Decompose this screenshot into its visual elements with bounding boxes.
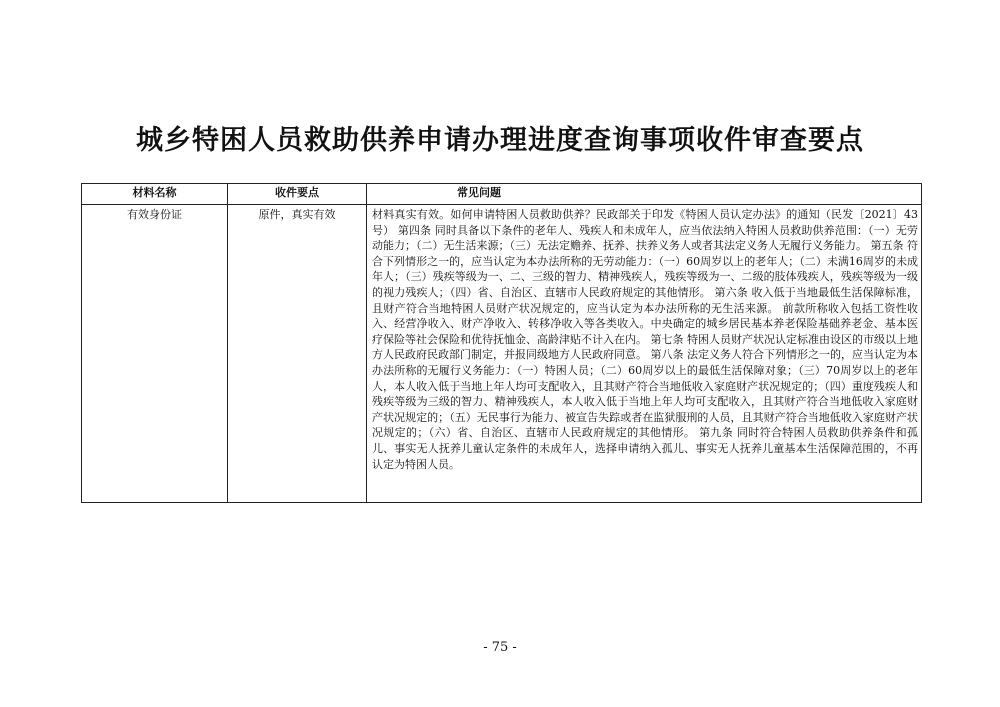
- header-material-name: 材料名称: [82, 184, 228, 205]
- table-row: [82, 205, 922, 503]
- cell-material-name: 有效身份证: [82, 205, 228, 503]
- table-header-row: [82, 184, 922, 205]
- document-title: 城乡特困人员救助供养申请办理进度查询事项收件审查要点: [136, 125, 864, 156]
- header-key-points: 收件要点: [228, 184, 367, 205]
- cell-faq: 材料真实有效。如何申请特困人员救助供养？民政部关于印发《特困人员认定办法》的通知（民发〔2021〕43号） 第四条 同时具备以下条件的老年人、残疾人和未成年人，应当依法纳入特困人员救助供养范围：（一）无劳动能力；（二）无生活来源；（三）无法定赡养、抚养、扶养义务人或者其法定义务人无履行义务能力。 第五条 符合下列情形之一的，应当认定为本办法所称的无劳动能力：（一）60周岁以上的老年人；（二）未满16周岁的未成年人；（三）残疾等级为一、二、三级的智力、精神残疾人，残疾等级为一、二级的肢体残疾人，残疾等级为一级的视力残疾人；（四）省、自治区、直辖市人民政府规定的其他情形。 第六条 收入低于当地最低生活保障标准，且财产符合当地特困人员财产状况规定的，应当认定为本办法所称的无生活来源。 前款所称收入包括工资性收入、经营净收入、财产净收入、转移净收入等各类收入。中央确定的城乡居民基本养老保险基础养老金、基本医疗保险等社会保险和优待抚恤金、高龄津贴不计入在内。 第七条 特困人员财产状况认定标准由设区的市级以上地方人民政府民政部门制定，并报同级地方人民政府同意。 第八条 法定义务人符合下列情形之一的，应当认定为本办法所称的无履行义务能力：（一）特困人员；（二）60周岁以上的最低生活保障对象；（三）70周岁以上的老年人，本人收入低于当地上年人均可支配收入，且其财产符合当地低收入家庭财产状况规定的；（四）重度残疾人和残疾等级为三级的智力、精神残疾人，本人收入低于当地上年人均可支配收入，且其财产符合当地低收入家庭财产状况规定的；（五）无民事行为能力、被宣告失踪或者在监狱服刑的人员，且其财产符合当地低收入家庭财产状况规定的；（六）省、自治区、直辖市人民政府规定的其他情形。 第九条 同时符合特困人员救助供养条件和孤儿、事实无人抚养儿童认定条件的未成年人，选择申请纳入孤儿、事实无人抚养儿童基本生活保障范围的，不再认定为特困人员。: [367, 205, 922, 503]
- review-points-table: [81, 183, 922, 503]
- cell-key-points: 原件，真实有效: [228, 205, 367, 503]
- header-faq: 常见问题: [367, 184, 922, 205]
- page-number: - 75 -: [483, 640, 517, 655]
